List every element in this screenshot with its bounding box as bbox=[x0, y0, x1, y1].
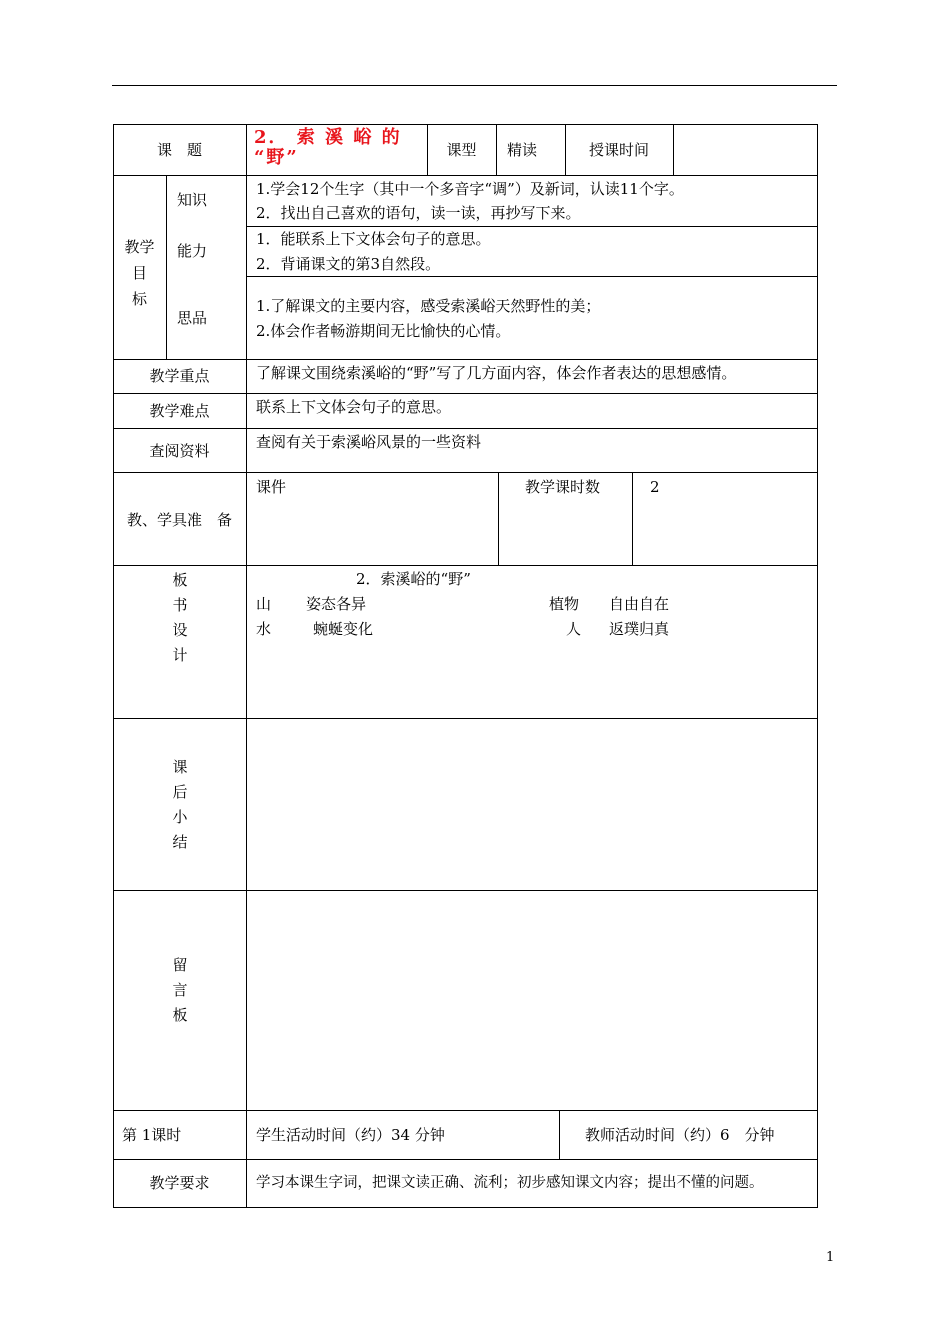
difficulty-label: 教学难点 bbox=[149, 402, 210, 420]
row-line bbox=[113, 890, 818, 891]
row-line bbox=[113, 1110, 818, 1111]
board-label-char: 书 bbox=[172, 596, 188, 614]
ability-line-1: 1．能联系上下文体会句子的意思。 bbox=[256, 230, 491, 248]
row-line bbox=[246, 276, 818, 277]
requirement-text: 学习本课生字词，把课文读正确、流利；初步感知课文内容；提出不懂的问题。 bbox=[256, 1175, 764, 1191]
key-point-text: 了解课文围绕索溪峪的“野”写了几方面内容，体会作者表达的思想感情。 bbox=[256, 364, 737, 382]
materials-label: 查阅资料 bbox=[149, 442, 210, 460]
message-label-char: 留 bbox=[172, 956, 188, 974]
row-line bbox=[113, 359, 818, 360]
message-label-char: 板 bbox=[172, 1006, 188, 1024]
row-line bbox=[113, 472, 818, 473]
key-point-label: 教学重点 bbox=[149, 367, 210, 385]
objectives-label-line: 教学 bbox=[124, 238, 155, 256]
row-line bbox=[246, 226, 818, 227]
requirement-label: 教学要求 bbox=[149, 1174, 210, 1192]
row-line bbox=[113, 428, 818, 429]
difficulty-text: 联系上下文体会句子的意思。 bbox=[256, 398, 452, 416]
row-line bbox=[113, 393, 818, 394]
col-line bbox=[498, 472, 499, 565]
row-line bbox=[113, 565, 818, 566]
objectives-label-line: 标 bbox=[131, 290, 147, 308]
ability-label: 能力 bbox=[176, 242, 207, 260]
period-student-time: 学生活动时间（约）34 分钟 bbox=[256, 1126, 445, 1144]
col-line bbox=[632, 472, 633, 565]
col-line bbox=[559, 1110, 560, 1159]
board-label-char: 板 bbox=[172, 571, 188, 589]
row-line bbox=[113, 175, 818, 176]
prep-label: 教、学具准 备 bbox=[126, 511, 232, 529]
summary-label-char: 小 bbox=[172, 808, 188, 826]
type-value: 精读 bbox=[507, 141, 538, 159]
board-title: 2．索溪峪的“野” bbox=[356, 570, 471, 588]
board-r2-a: 水 bbox=[256, 620, 272, 638]
board-r1-a: 山 bbox=[256, 595, 272, 613]
board-label-char: 计 bbox=[172, 646, 188, 664]
summary-label bbox=[168, 755, 192, 855]
board-label bbox=[168, 568, 192, 668]
page-number: 1 bbox=[826, 1250, 835, 1265]
prep-hours-label: 教学课时数 bbox=[525, 478, 601, 496]
objectives-label-line: 目 bbox=[131, 264, 147, 282]
summary-label-char: 后 bbox=[172, 783, 188, 801]
materials-text: 查阅有关于索溪峪风景的一些资料 bbox=[256, 433, 482, 451]
board-r2-c: 人 bbox=[566, 620, 582, 638]
knowledge-label: 知识 bbox=[176, 191, 207, 209]
board-r1-d: 自由自在 bbox=[609, 595, 670, 613]
col-line bbox=[246, 124, 247, 1208]
board-r1-b: 姿态各异 bbox=[306, 595, 367, 613]
board-label-char: 设 bbox=[172, 621, 188, 639]
table-border bbox=[113, 124, 818, 1208]
row-line bbox=[113, 1159, 818, 1160]
knowledge-line-2: 2．找出自己喜欢的语句，读一读，再抄写下来。 bbox=[256, 204, 581, 222]
header-rule bbox=[112, 85, 837, 86]
message-label bbox=[168, 953, 192, 1028]
col-line bbox=[673, 124, 674, 175]
prep-tools: 课件 bbox=[256, 478, 287, 496]
morality-line-1: 1.了解课文的主要内容，感受索溪峪天然野性的美； bbox=[256, 297, 601, 315]
time-label: 授课时间 bbox=[588, 141, 649, 159]
board-r2-b: 蜿蜒变化 bbox=[313, 620, 374, 638]
morality-label: 思品 bbox=[176, 309, 207, 327]
prep-hours-value: 2 bbox=[650, 478, 660, 496]
message-label-char: 言 bbox=[172, 981, 188, 999]
period-label: 第 1课时 bbox=[122, 1126, 182, 1144]
summary-label-char: 结 bbox=[172, 833, 188, 851]
board-r1-c: 植物 bbox=[549, 595, 580, 613]
period-teacher-time: 教师活动时间（约）6 分钟 bbox=[585, 1126, 775, 1144]
row-line bbox=[113, 718, 818, 719]
type-label: 课型 bbox=[446, 141, 477, 159]
morality-line-2: 2.体会作者畅游期间无比愉快的心情。 bbox=[256, 322, 511, 340]
title-label: 课 题 bbox=[156, 141, 202, 159]
knowledge-line-1: 1.学会12个生字（其中一个多音字“调”）及新词，认读11个字。 bbox=[256, 180, 684, 198]
summary-label-char: 课 bbox=[172, 758, 188, 776]
col-line bbox=[496, 124, 497, 175]
ability-line-2: 2．背诵课文的第3自然段。 bbox=[256, 255, 441, 273]
board-r2-d: 返璞归真 bbox=[609, 620, 670, 638]
objectives-label bbox=[113, 234, 166, 312]
lesson-title: 2． 索 溪 峪 的 “野” bbox=[254, 127, 402, 168]
